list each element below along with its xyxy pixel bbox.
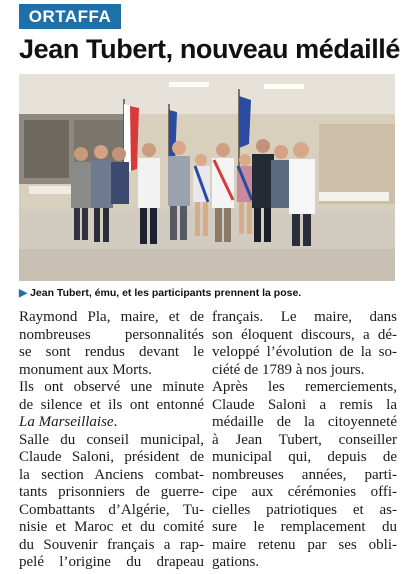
text-line: se sont rendus devant le xyxy=(19,344,204,360)
song-title: La Marseillaise xyxy=(19,414,114,430)
paragraph xyxy=(212,379,397,572)
photo-caption xyxy=(19,286,399,300)
article-column-left xyxy=(19,309,204,572)
text-line: de silence et ils ont entonné xyxy=(19,396,204,413)
text-line: Raymond Pla, maire, et de xyxy=(19,309,204,325)
text-line: gations. xyxy=(212,554,260,570)
paragraph xyxy=(19,432,204,572)
text-line: nombreuses années, parti- xyxy=(212,466,397,483)
text-line: Combattants d’Algérie, Tu- xyxy=(19,501,204,518)
text-line: cipe aux cérémonies offi- xyxy=(212,484,397,500)
text-line: nisie et Maroc et du comité xyxy=(19,519,204,535)
caption-marker-icon: ▶ xyxy=(19,287,28,299)
paragraph xyxy=(19,309,204,379)
text-line: tants prisonniers de guerre- xyxy=(19,484,204,500)
text-punct: . xyxy=(113,414,118,430)
text-line: sure le remplacement du xyxy=(212,519,397,535)
text-line: la section Anciens combat- xyxy=(19,466,204,483)
caption-text: Jean Tubert, ému, et les participants prennent la pose. xyxy=(30,287,302,299)
text-line: municipal qui, depuis de xyxy=(212,449,397,465)
text-line: cielles patriotiques et as- xyxy=(212,501,397,518)
text-line: Claude Saloni a remis la xyxy=(212,396,397,413)
article-photo xyxy=(19,74,395,281)
text-line: Claude Saloni, président de xyxy=(19,449,204,465)
text-line: son éloquent discours, a dé- xyxy=(212,326,397,343)
paragraph xyxy=(212,309,397,379)
text-line: nombreuses personnalités xyxy=(19,326,204,343)
text-line: Ils ont observé une minute xyxy=(19,379,204,395)
text-line: veloppé l’évolution de la so- xyxy=(212,344,397,360)
text-line: à Jean Tubert, conseiller xyxy=(212,431,397,448)
text-line: médaille de la citoyenneté xyxy=(212,414,397,430)
text-line: maire retenu par ses obli- xyxy=(212,536,397,553)
text-line xyxy=(19,414,204,432)
section-tag: ORTAFFA xyxy=(19,4,121,29)
text-line: Salle du conseil municipal, xyxy=(19,431,204,448)
group-photo-illustration xyxy=(19,74,395,281)
text-line: français. Le maire, dans xyxy=(212,309,397,325)
text-line: monument aux Morts. xyxy=(19,361,152,378)
article-column-right xyxy=(212,309,397,572)
text-line: ciété de 1789 à nos jours. xyxy=(212,361,365,378)
text-line: pelé l’origine du drapeau xyxy=(19,554,204,570)
text-line: du Souvenir français a rap- xyxy=(19,536,204,553)
paragraph xyxy=(19,379,204,432)
text-line: Après les remerciements, xyxy=(212,379,397,395)
article-headline: Jean Tubert, nouveau médaillé xyxy=(19,34,401,64)
